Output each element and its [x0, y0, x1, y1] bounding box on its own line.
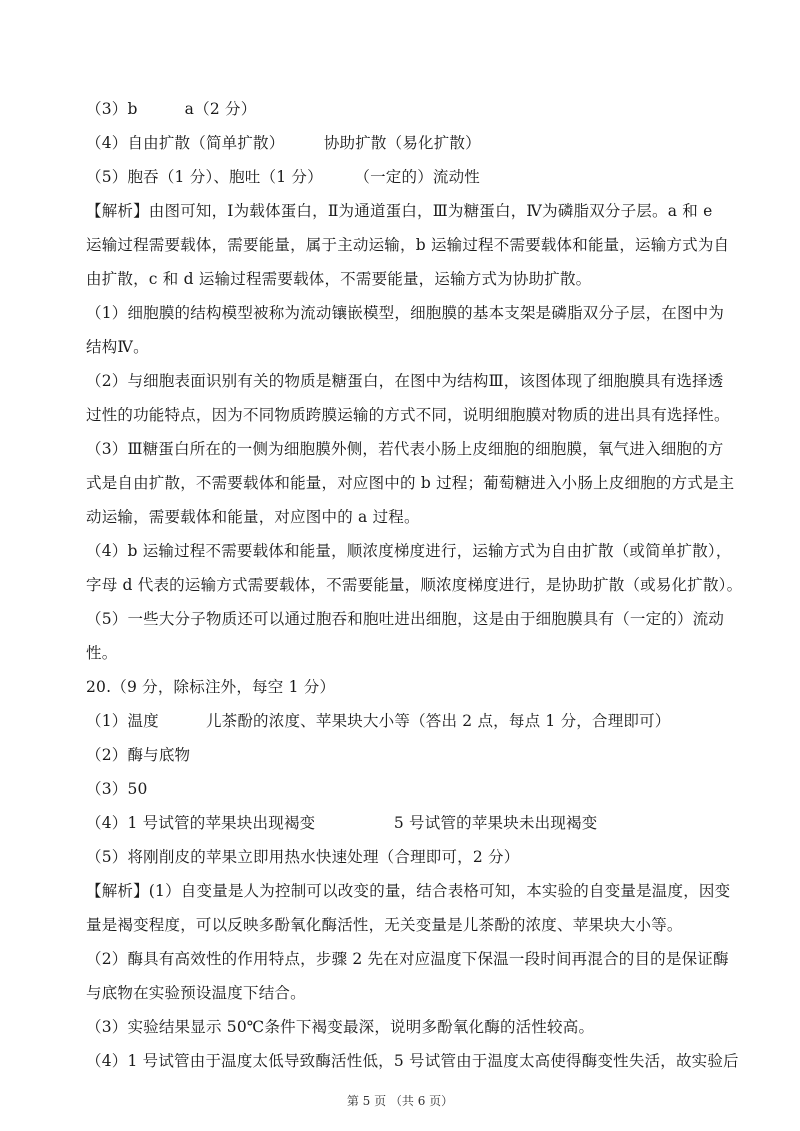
- analysis-19-2-line-1: （2）与细胞表面识别有关的物质是糖蛋白，在图中为结构Ⅲ，该图体现了细胞膜具有选择透: [86, 372, 724, 390]
- analysis-19-1-line-1: （1）细胞膜的结构模型被称为流动镶嵌模型，细胞膜的基本支架是磷脂双分子层，在图中为: [86, 304, 725, 322]
- answer-20-3: （3）50: [86, 780, 148, 798]
- analysis-20-2-line-1: （2）酶具有高效性的作用特点，步骤 2 先在对应温度下保温一段时间再混合的目的是保证酶: [86, 950, 729, 968]
- analysis-20-1-line-1: 【解析】(1）自变量是人为控制可以改变的量，结合表格可知，本实验的自变量是温度，因变: [86, 882, 731, 900]
- analysis-19-line-3: 由扩散，c 和 d 运输过程需要载体，不需要能量，运输方式为协助扩散。: [86, 270, 592, 288]
- analysis-20-2-line-2: 与底物在实验预设温度下结合。: [86, 984, 306, 1002]
- analysis-19-3-line-1: （3）Ⅲ糖蛋白所在的一侧为细胞膜外侧，若代表小肠上皮细胞的细胞膜，氧气进入细胞的方: [86, 440, 724, 458]
- answer-19-5: （5）胞吞（1 分）、胞吐（1 分） （一定的）流动性: [86, 168, 480, 186]
- page-footer: 第 5 页 （共 6 页）: [346, 1094, 454, 1108]
- answer-19-4: （4）自由扩散（简单扩散） 协助扩散（易化扩散）: [86, 134, 481, 152]
- analysis-19-5-line-2: 性。: [86, 644, 118, 662]
- analysis-19-4-line-2: 字母 d 代表的运输方式需要载体，不需要能量，顺浓度梯度进行，是协助扩散（或易化扩散）。: [86, 576, 743, 594]
- analysis-19-4-line-1: （4）b 运输过程不需要载体和能量，顺浓度梯度进行，运输方式为自由扩散（或简单扩散），: [86, 542, 732, 560]
- answer-20-1: （1）温度 儿茶酚的浓度、苹果块大小等（答出 2 点，每点 1 分，合理即可）: [86, 712, 671, 730]
- analysis-19-3-line-3: 动运输，需要载体和能量，对应图中的 a 过程。: [86, 508, 420, 526]
- analysis-20-4-line-1: （4）1 号试管由于温度太低导致酶活性低，5 号试管由于温度太高使得酶变性失活，故实验后: [86, 1052, 739, 1070]
- analysis-19-3-line-2: 式是自由扩散，不需要载体和能量，对应图中的 b 过程；葡萄糖进入小肠上皮细胞的方式是主: [86, 474, 735, 492]
- analysis-19-5-line-1: （5）一些大分子物质还可以通过胞吞和胞吐进出细胞，这是由于细胞膜具有（一定的）流动: [86, 610, 725, 628]
- question-20-header: 20.（9 分，除标注外，每空 1 分）: [86, 678, 336, 696]
- analysis-19-line-2: 运输过程需要载体，需要能量，属于主动运输，b 运输过程不需要载体和能量，运输方式为自: [86, 236, 730, 254]
- analysis-20-1-line-2: 量是褐变程度，可以反映多酚氧化酶活性，无关变量是儿茶酚的浓度、苹果块大小等。: [86, 916, 683, 934]
- answer-20-5: （5）将刚削皮的苹果立即用热水快速处理（合理即可，2 分）: [86, 848, 520, 866]
- analysis-20-3: （3）实验结果显示 50℃条件下褐变最深，说明多酚氧化酶的活性较高。: [86, 1018, 595, 1036]
- analysis-19-line-1: 【解析】由图可知，Ⅰ为载体蛋白，Ⅱ为通道蛋白，Ⅲ为糖蛋白，Ⅳ为磷脂双分子层。a 和 e: [86, 202, 713, 220]
- analysis-19-1-line-2: 结构Ⅳ。: [86, 338, 149, 356]
- analysis-19-2-line-2: 过性的功能特点，因为不同物质跨膜运输的方式不同，说明细胞膜对物质的进出具有选择性。: [86, 406, 730, 424]
- answer-20-4: （4）1 号试管的苹果块出现褐变 5 号试管的苹果块未出现褐变: [86, 814, 598, 832]
- answer-19-3: （3）b a（2 分）: [86, 100, 257, 118]
- answer-20-2: （2）酶与底物: [86, 746, 191, 764]
